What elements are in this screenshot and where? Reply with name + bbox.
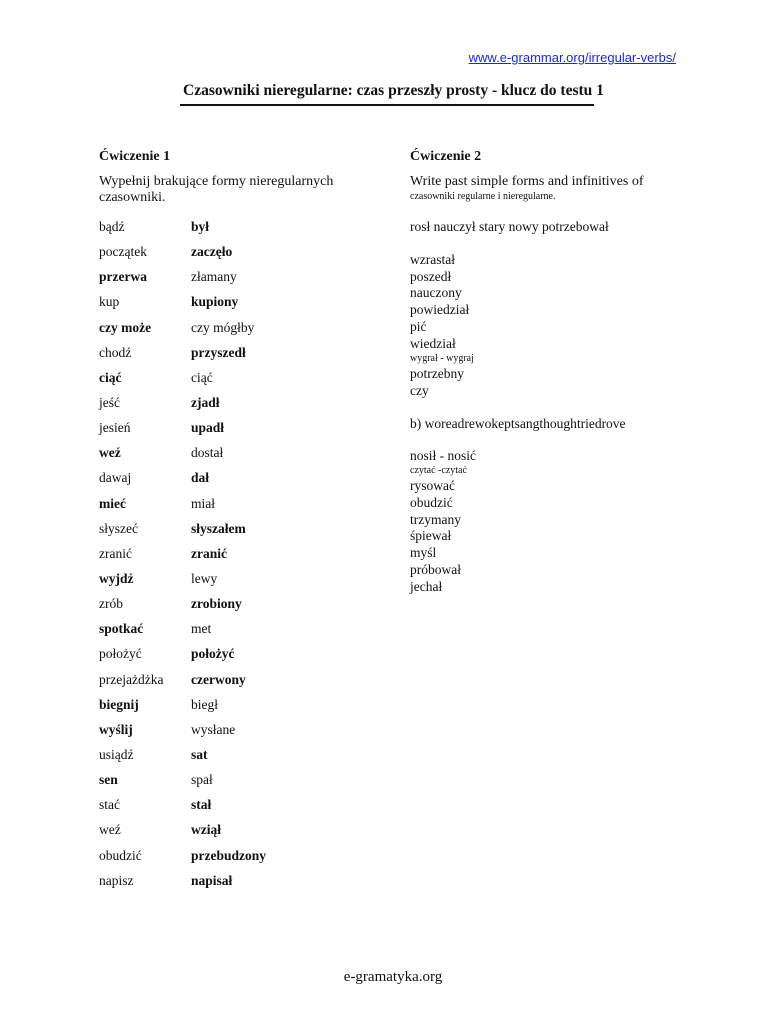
- verb-infinitive: przerwa: [99, 269, 147, 285]
- verb-pair-row: [99, 496, 389, 521]
- verb-past-form: napisał: [191, 872, 233, 888]
- answer-list-1: [410, 252, 710, 400]
- verb-pair-row: [99, 294, 389, 319]
- verb-past-form: upadł: [191, 420, 225, 436]
- verb-infinitive: czy może: [99, 319, 152, 335]
- verb-infinitive: przejażdżka: [99, 671, 164, 687]
- verb-infinitive: słyszeć: [99, 520, 138, 536]
- verb-past-form: biegł: [191, 696, 218, 712]
- verb-infinitive: napisz: [99, 872, 134, 888]
- verb-infinitive: wyjdź: [99, 570, 134, 586]
- verb-infinitive: weź: [99, 445, 121, 461]
- exercise-1: [99, 149, 389, 898]
- verb-pairs-list: [99, 219, 389, 898]
- verb-past-form: spał: [191, 772, 213, 788]
- verb-pair-row: [99, 822, 389, 847]
- verb-pair-row: [99, 848, 389, 873]
- verb-pair-row: [99, 244, 389, 269]
- list-item: pić: [410, 318, 427, 334]
- verb-pair-row: [99, 621, 389, 646]
- verb-infinitive: spotkać: [99, 621, 144, 637]
- verb-pair-row: [99, 370, 389, 395]
- verb-pair-row: [99, 797, 389, 822]
- verb-past-form: zjadł: [191, 394, 220, 410]
- verb-past-form: słyszałem: [191, 520, 246, 536]
- verb-pair-row: [99, 345, 389, 370]
- verb-pair-row: [99, 747, 389, 772]
- exercise-2-title: Ćwiczenie 2: [410, 149, 482, 164]
- exercise-2-line-a: rosł nauczył stary nowy potrzebował: [410, 219, 609, 234]
- list-item: próbował: [410, 561, 461, 577]
- list-item-small: czytać -czytać: [410, 465, 467, 477]
- verb-pair-row: [99, 772, 389, 797]
- verb-past-form: zrobiony: [191, 596, 242, 612]
- list-item: potrzebny: [410, 366, 464, 382]
- list-item: nauczony: [410, 285, 462, 301]
- verb-past-form: przebudzony: [191, 847, 267, 863]
- answer-list-2: [410, 448, 710, 596]
- verb-past-form: zaczęło: [191, 244, 233, 260]
- verb-infinitive: jesień: [99, 420, 131, 436]
- instruction-line-1: Write past simple forms and infinitives of: [410, 174, 644, 189]
- verb-infinitive: usiądź: [99, 746, 134, 762]
- verb-infinitive: stać: [99, 797, 120, 813]
- verb-past-form: dał: [191, 470, 210, 486]
- verb-past-form: sat: [191, 746, 208, 762]
- verb-infinitive: początek: [99, 244, 147, 260]
- verb-infinitive: zrób: [99, 596, 123, 612]
- list-item: czy: [410, 382, 429, 398]
- list-item: obudzić: [410, 495, 453, 511]
- verb-past-form: czy mógłby: [191, 319, 255, 335]
- list-item: wiedział: [410, 335, 456, 351]
- verb-pair-row: [99, 722, 389, 747]
- verb-pair-row: [99, 546, 389, 571]
- verb-past-form: wziął: [191, 822, 221, 838]
- verb-infinitive: kup: [99, 294, 120, 310]
- footer-site-name: e-gramatyka.org: [343, 969, 443, 985]
- exercise-1-title: Ćwiczenie 1: [99, 149, 171, 164]
- verb-infinitive: położyć: [99, 646, 142, 662]
- verb-infinitive: chodź: [99, 344, 132, 360]
- verb-pair-row: [99, 672, 389, 697]
- source-link[interactable]: www.e-grammar.org/irregular-verbs/: [468, 50, 676, 65]
- list-item: trzymany: [410, 511, 461, 527]
- title-underline: [180, 104, 594, 106]
- verb-infinitive: bądź: [99, 219, 125, 234]
- verb-past-form: przyszedł: [191, 344, 246, 360]
- verb-pair-row: [99, 445, 389, 470]
- list-item-small: wygrał - wygraj: [410, 353, 474, 365]
- verb-pair-row: [99, 395, 389, 420]
- verb-infinitive: dawaj: [99, 470, 132, 486]
- verb-pair-row: [99, 571, 389, 596]
- verb-past-form: kupiony: [191, 294, 239, 310]
- list-item: nosił - nosić: [410, 447, 476, 463]
- verb-past-form: lewy: [191, 570, 218, 586]
- verb-pair-row: [99, 596, 389, 621]
- verb-past-form: był: [191, 219, 210, 234]
- verb-past-form: ciąć: [191, 369, 213, 385]
- list-item: powiedział: [410, 302, 470, 318]
- verb-past-form: stał: [191, 797, 212, 813]
- exercise-2-instruction: [410, 174, 710, 204]
- exercise-1-instruction: Wypełnij brakujące formy nieregularnych czasowniki.: [99, 174, 334, 205]
- verb-pair-row: [99, 269, 389, 294]
- verb-infinitive: jeść: [99, 394, 120, 410]
- list-item: śpiewał: [410, 528, 452, 544]
- verb-infinitive: wyślij: [99, 721, 133, 737]
- verb-pair-row: [99, 470, 389, 495]
- verb-infinitive: obudzić: [99, 847, 142, 863]
- verb-infinitive: mieć: [99, 495, 126, 511]
- verb-pair-row: [99, 320, 389, 345]
- verb-infinitive: weź: [99, 822, 121, 838]
- exercise-2: [410, 149, 710, 595]
- verb-infinitive: zranić: [99, 545, 132, 561]
- instruction-line-2: czasowniki regularne i nieregularne.: [410, 191, 556, 202]
- list-item: rysować: [410, 478, 455, 494]
- verb-past-form: miał: [191, 495, 215, 511]
- verb-pair-row: [99, 420, 389, 445]
- verb-pair-row: [99, 646, 389, 671]
- list-item: poszedł: [410, 268, 452, 284]
- exercise-2-line-b: b) woreadrewokeptsangthoughtriedrove: [410, 415, 626, 431]
- list-item: jechał: [410, 578, 443, 594]
- verb-pair-row: [99, 219, 389, 244]
- verb-past-form: zranić: [191, 545, 227, 561]
- verb-infinitive: sen: [99, 772, 118, 788]
- verb-infinitive: ciąć: [99, 369, 122, 385]
- verb-past-form: wysłane: [191, 721, 236, 737]
- verb-past-form: met: [191, 621, 212, 637]
- verb-pair-row: [99, 521, 389, 546]
- verb-pair-row: [99, 697, 389, 722]
- verb-past-form: czerwony: [191, 671, 246, 687]
- verb-past-form: dostał: [191, 445, 224, 461]
- list-item: myśl: [410, 545, 437, 561]
- verb-past-form: złamany: [191, 269, 237, 285]
- list-item: wzrastał: [410, 252, 455, 267]
- verb-infinitive: biegnij: [99, 696, 139, 712]
- verb-pair-row: [99, 873, 389, 898]
- page-title: Czasowniki nieregularne: czas przeszły prosty - klucz do testu 1: [183, 82, 604, 99]
- verb-past-form: położyć: [191, 646, 235, 662]
